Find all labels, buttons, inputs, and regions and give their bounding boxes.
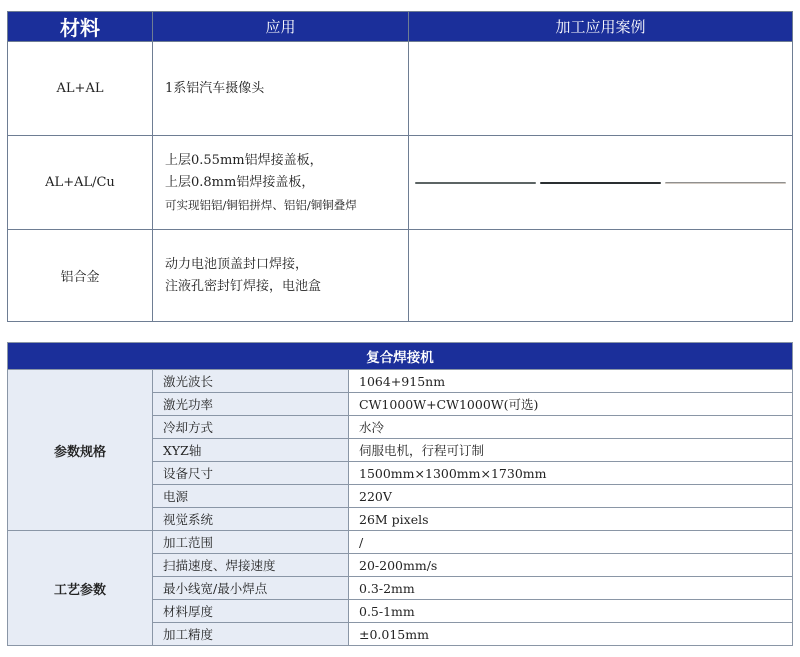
spec-value: 26M pixels bbox=[349, 508, 793, 531]
header-cases: 加工应用案例 bbox=[409, 12, 793, 42]
machine-spec-table bbox=[7, 342, 793, 646]
application-line: 注液孔密封钉焊接，电池盒 bbox=[165, 278, 322, 294]
spec-value: / bbox=[349, 531, 793, 554]
materials-header-row bbox=[8, 12, 793, 42]
spec-value: 0.3-2mm bbox=[349, 577, 793, 600]
cases-cell bbox=[409, 136, 793, 230]
group-label: 参数规格 bbox=[8, 370, 153, 531]
spec-label: 最小线宽/最小焊点 bbox=[153, 577, 349, 600]
application-cell bbox=[153, 136, 409, 230]
spec-row bbox=[8, 370, 793, 393]
materials-row bbox=[8, 230, 793, 322]
spec-value: 1064+915nm bbox=[349, 370, 793, 393]
spec-value: ±0.015mm bbox=[349, 623, 793, 646]
spec-value: 220V bbox=[349, 485, 793, 508]
spec-label: 加工精度 bbox=[153, 623, 349, 646]
header-application: 应用 bbox=[153, 12, 409, 42]
application-line: 上层0.8mm铝焊接盖板， bbox=[165, 174, 315, 190]
spec-label: 设备尺寸 bbox=[153, 462, 349, 485]
spec-label: 冷却方式 bbox=[153, 416, 349, 439]
material-cell: AL+AL/Cu bbox=[8, 136, 153, 230]
spec-value: 0.5-1mm bbox=[349, 600, 793, 623]
cases-cell bbox=[409, 42, 793, 136]
spec-label: 激光波长 bbox=[153, 370, 349, 393]
machine-title-row bbox=[8, 343, 793, 370]
spec-label: 电源 bbox=[153, 485, 349, 508]
spec-label: 视觉系统 bbox=[153, 508, 349, 531]
spec-label: 材料厚度 bbox=[153, 600, 349, 623]
spec-label: 激光功率 bbox=[153, 393, 349, 416]
application-line: 动力电池顶盖封口焊接， bbox=[165, 256, 309, 272]
spec-label: 扫描速度、焊接速度 bbox=[153, 554, 349, 577]
welded-plate-photo bbox=[665, 182, 786, 184]
materials-row bbox=[8, 136, 793, 230]
spec-label: XYZ轴 bbox=[153, 439, 349, 462]
material-cell: AL+AL bbox=[8, 42, 153, 136]
spec-value: 伺服电机，行程可订制 bbox=[349, 439, 793, 462]
weld-closeups-photo bbox=[415, 182, 536, 184]
materials-row bbox=[8, 42, 793, 136]
spec-value: 20-200mm/s bbox=[349, 554, 793, 577]
header-material: 材料 bbox=[8, 12, 153, 42]
dark-weld-closeups-photo bbox=[540, 182, 661, 184]
machine-title: 复合焊接机 bbox=[8, 343, 793, 370]
application-cell bbox=[153, 230, 409, 322]
materials-table bbox=[7, 11, 793, 322]
group-label: 工艺参数 bbox=[8, 531, 153, 646]
spec-row bbox=[8, 531, 793, 554]
cases-cell bbox=[409, 230, 793, 322]
application-cell bbox=[153, 42, 409, 136]
spec-value: CW1000W+CW1000W(可选) bbox=[349, 393, 793, 416]
material-cell: 铝合金 bbox=[8, 230, 153, 322]
application-line: 1系铝汽车摄像头 bbox=[165, 80, 265, 96]
application-line: 可实现铝铝/铜铝拼焊、铝铝/铜铜叠焊 bbox=[165, 197, 357, 212]
spec-value: 1500mm×1300mm×1730mm bbox=[349, 462, 793, 485]
spec-label: 加工范围 bbox=[153, 531, 349, 554]
application-line: 上层0.55mm铝焊接盖板， bbox=[165, 152, 323, 168]
spec-value: 水冷 bbox=[349, 416, 793, 439]
